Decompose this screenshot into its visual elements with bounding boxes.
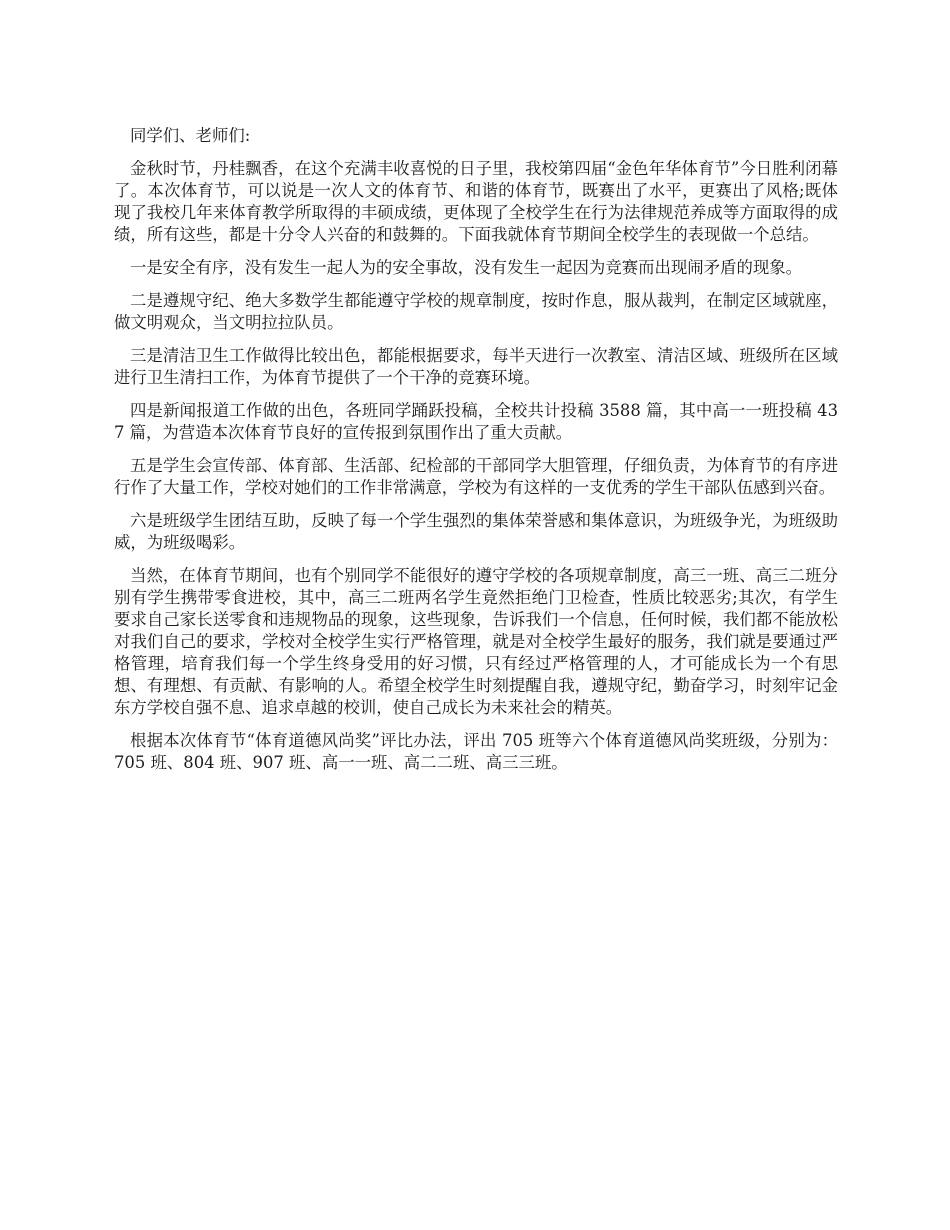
paragraph-issues: 当然，在体育节期间，也有个别同学不能很好的遵守学校的各项规章制度，高三一班、高三二班分别有学生携带零食进校，其中，高三二班两名学生竟然拒绝门卫检查，性质比较恶劣;其次，有学生要求自己家长送零食和违规物品的现象，这些现象，告诉我们一个信息，任何时候，我们都不能放松对我们自己的要求，学校对全校学生实行严格管理，就是对全校学生最好的服务，我们就是要通过严格管理，培育我们每一个学生终身受用的好习惯，只有经过严格管理的人，才可能成长为一个有思想、有理想、有贡献、有影响的人。希望全校学生时刻提醒自我，遵规守纪，勤奋学习，时刻牢记金东方学校自强不息、追求卓越的校训，使自己成长为未来社会的精英。 — [114, 566, 838, 717]
paragraph-point-4: 四是新闻报道工作做的出色，各班同学踊跃投稿，全校共计投稿 3588 篇，其中高一一班投稿 437 篇，为营造本次体育节良好的宣传报到氛围作出了重大贡献。 — [114, 401, 838, 442]
paragraph-awards: 根据本次体育节“体育道德风尚奖”评比办法，评出 705 班等六个体育道德风尚奖班级，分别为：705 班、804 班、907 班、高一一班、高二二班、高三三班。 — [114, 731, 838, 772]
document-body — [114, 125, 838, 785]
paragraph-point-5: 五是学生会宣传部、体育部、生活部、纪检部的干部同学大胆管理，仔细负责，为体育节的有序进行作了大量工作，学校对她们的工作非常满意，学校为有这样的一支优秀的学生干部队伍感到兴奋。 — [114, 456, 838, 497]
paragraph-opening: 金秋时节，丹桂飘香，在这个充满丰收喜悦的日子里，我校第四届“金色年华体育节”今日胜利闭幕了。本次体育节，可以说是一次人文的体育节、和谐的体育节，既赛出了水平，更赛出了风格;既体现了我校几年来体育教学所取得的丰硕成绩，更体现了全校学生在行为法律规范养成等方面取得的成绩，所有这些，都是十分令人兴奋的和鼓舞的。下面我就体育节期间全校学生的表现做一个总结。 — [114, 159, 838, 244]
paragraph-point-3: 三是清洁卫生工作做得比较出色，都能根据要求，每半天进行一次教室、清洁区域、班级所在区域进行卫生清扫工作，为体育节提供了一个干净的竞赛环境。 — [114, 346, 838, 387]
salutation: 同学们、老师们: — [130, 126, 251, 145]
paragraph-point-2: 二是遵规守纪、绝大多数学生都能遵守学校的规章制度，按时作息，服从裁判，在制定区域就座，做文明观众，当文明拉拉队员。 — [114, 291, 838, 332]
paragraph-point-6: 六是班级学生团结互助，反映了每一个学生强烈的集体荣誉感和集体意识，为班级争光，为班级助威，为班级喝彩。 — [114, 511, 838, 552]
paragraph-point-1: 一是安全有序，没有发生一起人为的安全事故，没有发生一起因为竞赛而出现闹矛盾的现象。 — [130, 258, 803, 277]
